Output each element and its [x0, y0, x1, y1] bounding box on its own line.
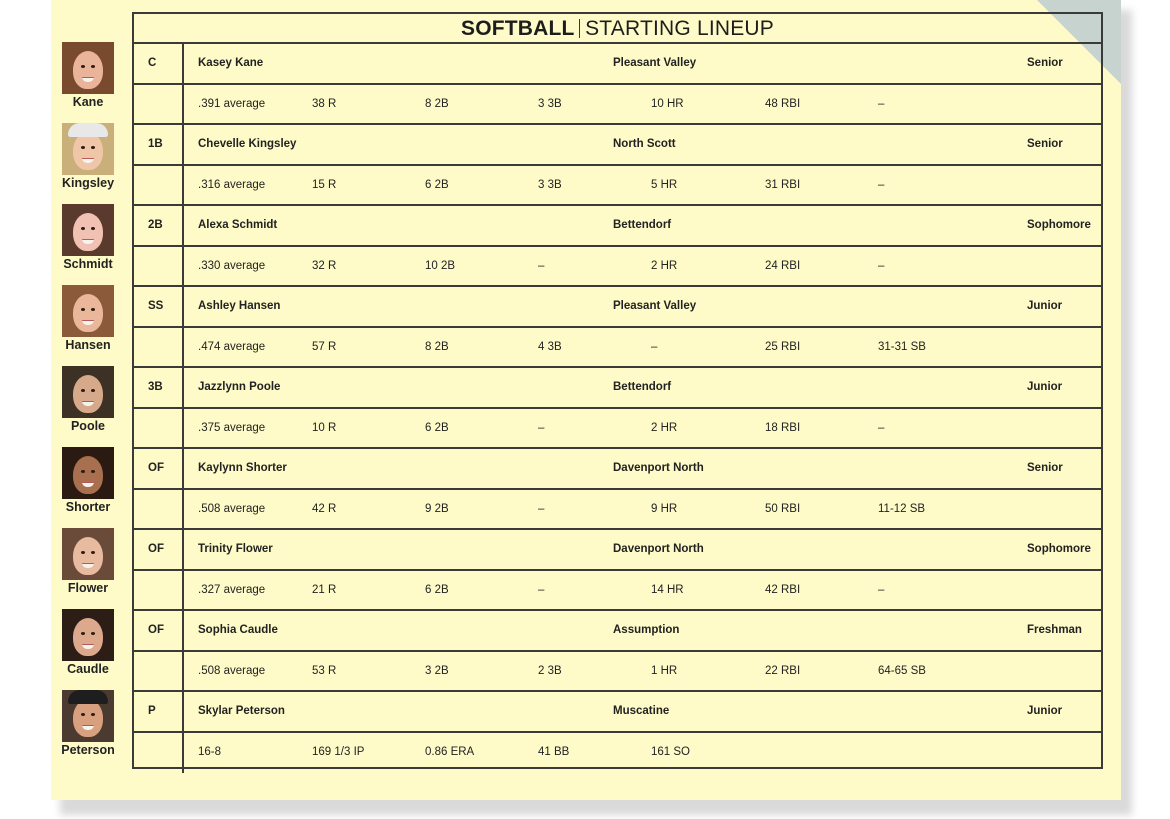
stat-cell: 2 HR [651, 259, 678, 272]
headshot-image [62, 690, 114, 742]
player-name: Skylar Peterson [198, 705, 285, 717]
player-info-row [134, 287, 1101, 328]
position-cell: OF [134, 530, 184, 569]
player-info-row [134, 44, 1101, 85]
stat-cell: 31-31 SB [878, 340, 926, 353]
stat-cell: 42 R [312, 502, 337, 515]
stat-cell: – [878, 178, 885, 191]
player-class: Senior [1027, 462, 1063, 474]
headshot-image [62, 285, 114, 337]
player-name: Chevelle Kingsley [198, 138, 297, 150]
player-class: Junior [1027, 705, 1063, 717]
position-cell-empty [134, 85, 184, 124]
photo-caption: Poole [70, 419, 106, 433]
stat-cell: – [878, 421, 885, 434]
player-info-row [134, 125, 1101, 166]
stat-cell: 1 HR [651, 664, 678, 677]
player-class: Junior [1027, 300, 1063, 312]
player-school: Bettendorf [613, 219, 672, 231]
headshot-image [62, 42, 114, 94]
stat-cell: – [878, 97, 885, 110]
player-name: Sophia Caudle [198, 624, 278, 636]
player-stats-row [134, 166, 1101, 207]
stat-cell: 48 RBI [765, 97, 801, 110]
stat-cell: .508 average [198, 664, 266, 677]
player-name: Trinity Flower [198, 543, 273, 555]
stat-cell: 4 3B [538, 340, 562, 353]
player-school: North Scott [613, 138, 676, 150]
stat-cell: 42 RBI [765, 583, 801, 596]
stat-cell: .375 average [198, 421, 266, 434]
player-name: Kaylynn Shorter [198, 462, 287, 474]
player-name: Ashley Hansen [198, 300, 281, 312]
photo-caption: Peterson [61, 743, 115, 757]
stat-cell: 31 RBI [765, 178, 801, 191]
stat-cell: 57 R [312, 340, 337, 353]
player-stats-row [134, 490, 1101, 531]
photo-caption: Caudle [67, 662, 109, 676]
stat-cell: 8 2B [425, 97, 449, 110]
headshot-image [62, 447, 114, 499]
player-class: Junior [1027, 381, 1063, 393]
stat-cell: 10 HR [651, 97, 684, 110]
lineup-table [132, 12, 1103, 769]
stat-cell: 3 3B [538, 178, 562, 191]
stat-cell: 3 3B [538, 97, 562, 110]
stat-cell: 32 R [312, 259, 337, 272]
player-info-row [134, 611, 1101, 652]
position-cell-empty [134, 490, 184, 529]
stat-cell: 169 1/3 IP [312, 745, 365, 758]
stat-cell: 6 2B [425, 178, 449, 191]
player-info-row [134, 530, 1101, 571]
photo-caption: Shorter [65, 500, 111, 514]
stat-cell: – [538, 502, 545, 515]
player-school: Muscatine [613, 705, 670, 717]
player-school: Assumption [613, 624, 680, 636]
photo-caption: Kane [72, 95, 104, 109]
position-cell: OF [134, 611, 184, 650]
player-school: Pleasant Valley [613, 300, 697, 312]
player-class: Sophomore [1027, 219, 1091, 231]
stat-cell: 5 HR [651, 178, 678, 191]
player-photo [51, 447, 129, 528]
player-stats-row [134, 247, 1101, 288]
player-school: Davenport North [613, 543, 704, 555]
stat-cell: 10 R [312, 421, 337, 434]
player-info-row [134, 449, 1101, 490]
position-cell: P [134, 692, 184, 731]
stat-cell: 2 HR [651, 421, 678, 434]
stat-cell: 3 2B [425, 664, 449, 677]
player-name: Jazzlynn Poole [198, 381, 281, 393]
stat-cell: 16-8 [198, 745, 222, 758]
stat-cell: .474 average [198, 340, 266, 353]
stat-cell: 14 HR [651, 583, 684, 596]
stat-cell: – [878, 259, 885, 272]
player-school: Pleasant Valley [613, 57, 697, 69]
position-cell-empty [134, 166, 184, 205]
position-cell: SS [134, 287, 184, 326]
stat-cell: 25 RBI [765, 340, 801, 353]
stat-cell: 11-12 SB [878, 502, 926, 515]
player-stats-row [134, 409, 1101, 450]
position-cell: 3B [134, 368, 184, 407]
player-class: Senior [1027, 138, 1063, 150]
player-name: Kasey Kane [198, 57, 264, 69]
stat-cell: 6 2B [425, 583, 449, 596]
headshot-image [62, 204, 114, 256]
player-photo [51, 609, 129, 690]
headshot-image [62, 123, 114, 175]
player-class: Sophomore [1027, 543, 1091, 555]
position-cell-empty [134, 571, 184, 610]
position-cell-empty [134, 409, 184, 448]
player-class: Freshman [1027, 624, 1082, 636]
stat-cell: 41 BB [538, 745, 570, 758]
stat-cell: .508 average [198, 502, 266, 515]
stat-cell: 0.86 ERA [425, 745, 475, 758]
title-subtitle: STARTING LINEUP [585, 17, 775, 40]
headshot-image [62, 528, 114, 580]
table-title [134, 14, 1101, 44]
stat-cell: .327 average [198, 583, 266, 596]
cap-icon [68, 690, 108, 704]
stat-cell: 53 R [312, 664, 337, 677]
player-school: Davenport North [613, 462, 704, 474]
headshot-image [62, 609, 114, 661]
headshot-image [62, 366, 114, 418]
player-photo [51, 285, 129, 366]
player-photo [51, 366, 129, 447]
stat-cell: – [538, 583, 545, 596]
position-cell-empty [134, 328, 184, 367]
stat-cell: – [878, 583, 885, 596]
stat-cell: 15 R [312, 178, 337, 191]
position-cell: 1B [134, 125, 184, 164]
player-photo [51, 528, 129, 609]
position-cell-empty [134, 733, 184, 774]
player-photo [51, 204, 129, 285]
photo-caption: Hansen [65, 338, 111, 352]
player-stats-row [134, 85, 1101, 126]
player-photo [51, 123, 129, 204]
photo-caption: Flower [67, 581, 109, 595]
player-stats-row [134, 652, 1101, 693]
stat-cell: 10 2B [425, 259, 456, 272]
stat-cell: .330 average [198, 259, 266, 272]
stat-cell: 21 R [312, 583, 337, 596]
stat-cell: – [651, 340, 658, 353]
stat-cell: 50 RBI [765, 502, 801, 515]
title-divider [579, 19, 581, 38]
position-cell: C [134, 44, 184, 83]
stat-cell: .391 average [198, 97, 266, 110]
stat-cell: 38 R [312, 97, 337, 110]
stat-cell: 8 2B [425, 340, 449, 353]
player-stats-row [134, 733, 1101, 774]
player-name: Alexa Schmidt [198, 219, 278, 231]
player-info-row [134, 206, 1101, 247]
stat-cell: 161 SO [651, 745, 690, 758]
position-cell: 2B [134, 206, 184, 245]
stat-cell: – [538, 421, 545, 434]
stat-cell: 2 3B [538, 664, 562, 677]
stat-cell: – [538, 259, 545, 272]
player-school: Bettendorf [613, 381, 672, 393]
position-cell: OF [134, 449, 184, 488]
stat-cell: 24 RBI [765, 259, 801, 272]
title-sport: SOFTBALL [460, 17, 575, 40]
stat-cell: 9 2B [425, 502, 449, 515]
stat-cell: .316 average [198, 178, 266, 191]
position-cell-empty [134, 247, 184, 286]
photo-caption: Kingsley [61, 176, 115, 190]
stat-cell: 18 RBI [765, 421, 801, 434]
stat-cell: 64-65 SB [878, 664, 926, 677]
player-photo [51, 42, 129, 123]
player-photos-column [51, 42, 129, 771]
player-info-row [134, 368, 1101, 409]
position-cell-empty [134, 652, 184, 691]
player-stats-row [134, 328, 1101, 369]
player-stats-row [134, 571, 1101, 612]
lineup-page [51, 0, 1121, 800]
cap-icon [68, 123, 108, 137]
photo-caption: Schmidt [63, 257, 113, 271]
stat-cell: 9 HR [651, 502, 678, 515]
stat-cell: 6 2B [425, 421, 449, 434]
player-photo [51, 690, 129, 771]
stat-cell: 22 RBI [765, 664, 801, 677]
player-class: Senior [1027, 57, 1063, 69]
player-info-row [134, 692, 1101, 733]
